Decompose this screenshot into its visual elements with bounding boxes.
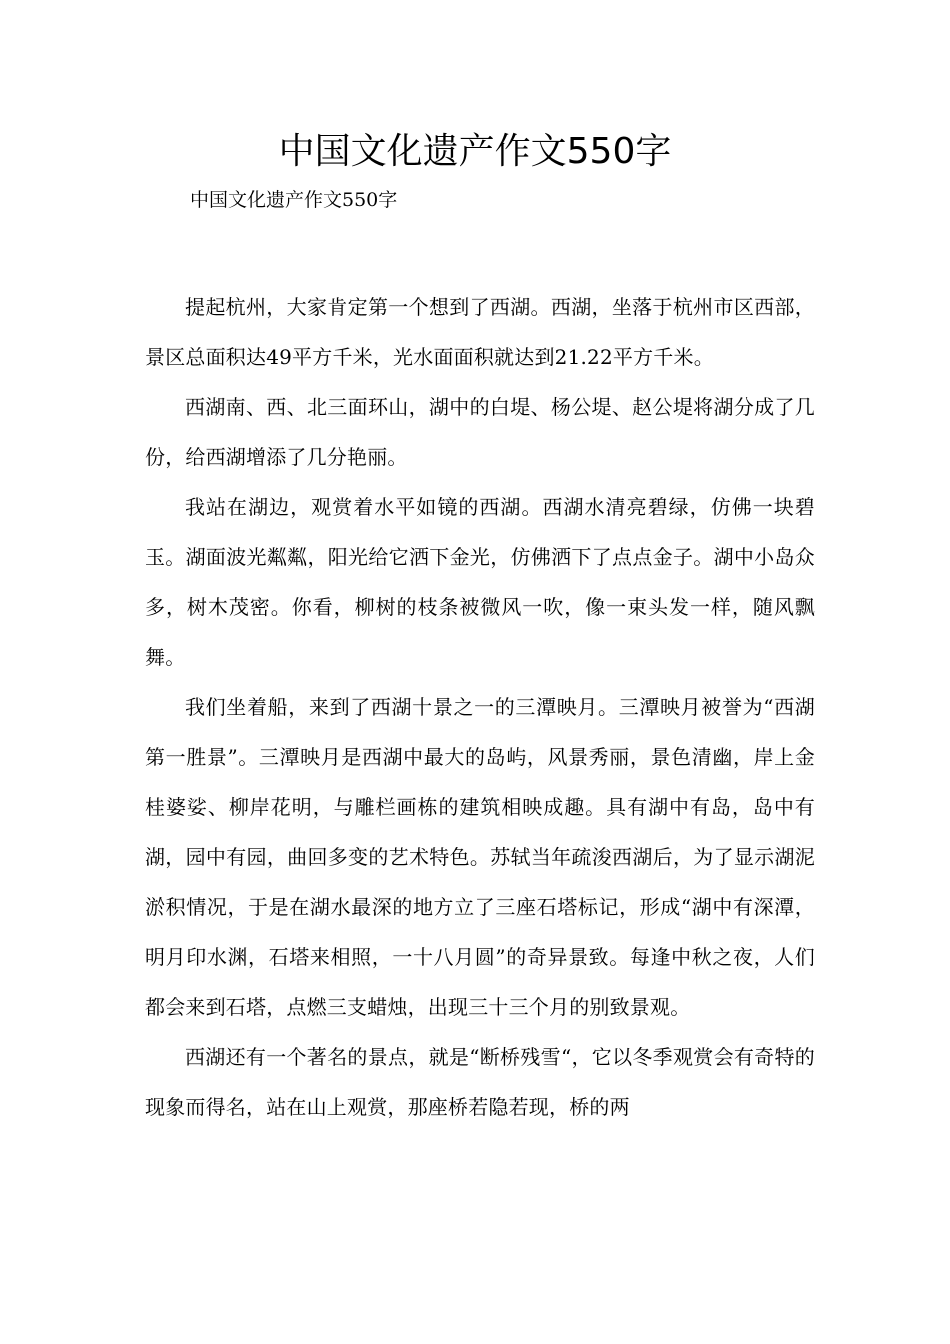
document-subtitle: 中国文化遗产作文550字 [190,189,398,211]
paragraph-three-pools: 我们坐着船，来到了西湖十景之一的三潭映月。三潭映月被誉为“西湖第一胜景”。三潭映月是西湖中最大的岛屿，风景秀丽，景色清幽，岸上金桂婆娑、柳岸花明，与雕栏画栋的建筑相映成趣。具有湖中有岛，岛中有湖，园中有园，曲回多变的艺术特色。苏轼当年疏浚西湖后，为了显示湖泥淤积情况，于是在湖水最深的地方立了三座石塔标记，形成“湖中有深潭，明月印水渊，石塔来相照，一十八月圆”的奇异景致。每逢中秋之夜，人们都会来到石塔，点燃三支蜡烛，出现三十三个月的别致景观。 [145,695,815,1019]
document-body [145,282,815,1132]
paragraph-lake-view: 我站在湖边，观赏着水平如镜的西湖。西湖水清亮碧绿，仿佛一块碧玉。湖面波光粼粼，阳光给它洒下金光，仿佛洒下了点点金子。湖中小岛众多，树木茂密。你看，柳树的枝条被微风一吹，像一束头发一样，随风飘舞。 [145,495,815,669]
paragraph-broken-bridge: 西湖还有一个著名的景点，就是“断桥残雪“，它以冬季观赏会有奇特的现象而得名，站在山上观赏，那座桥若隐若现，桥的两 [145,1045,815,1119]
paragraph-hangzhou-intro: 提起杭州，大家肯定第一个想到了西湖。西湖，坐落于杭州市区西部，景区总面积达49平方千米，光水面面积就达到21.22平方千米。 [145,295,815,369]
document-title: 中国文化遗产作文550字 [278,131,672,172]
paragraph-mountains: 西湖南、西、北三面环山，湖中的白堤、杨公堤、赵公堤将湖分成了几份，给西湖增添了几分艳丽。 [145,395,815,469]
